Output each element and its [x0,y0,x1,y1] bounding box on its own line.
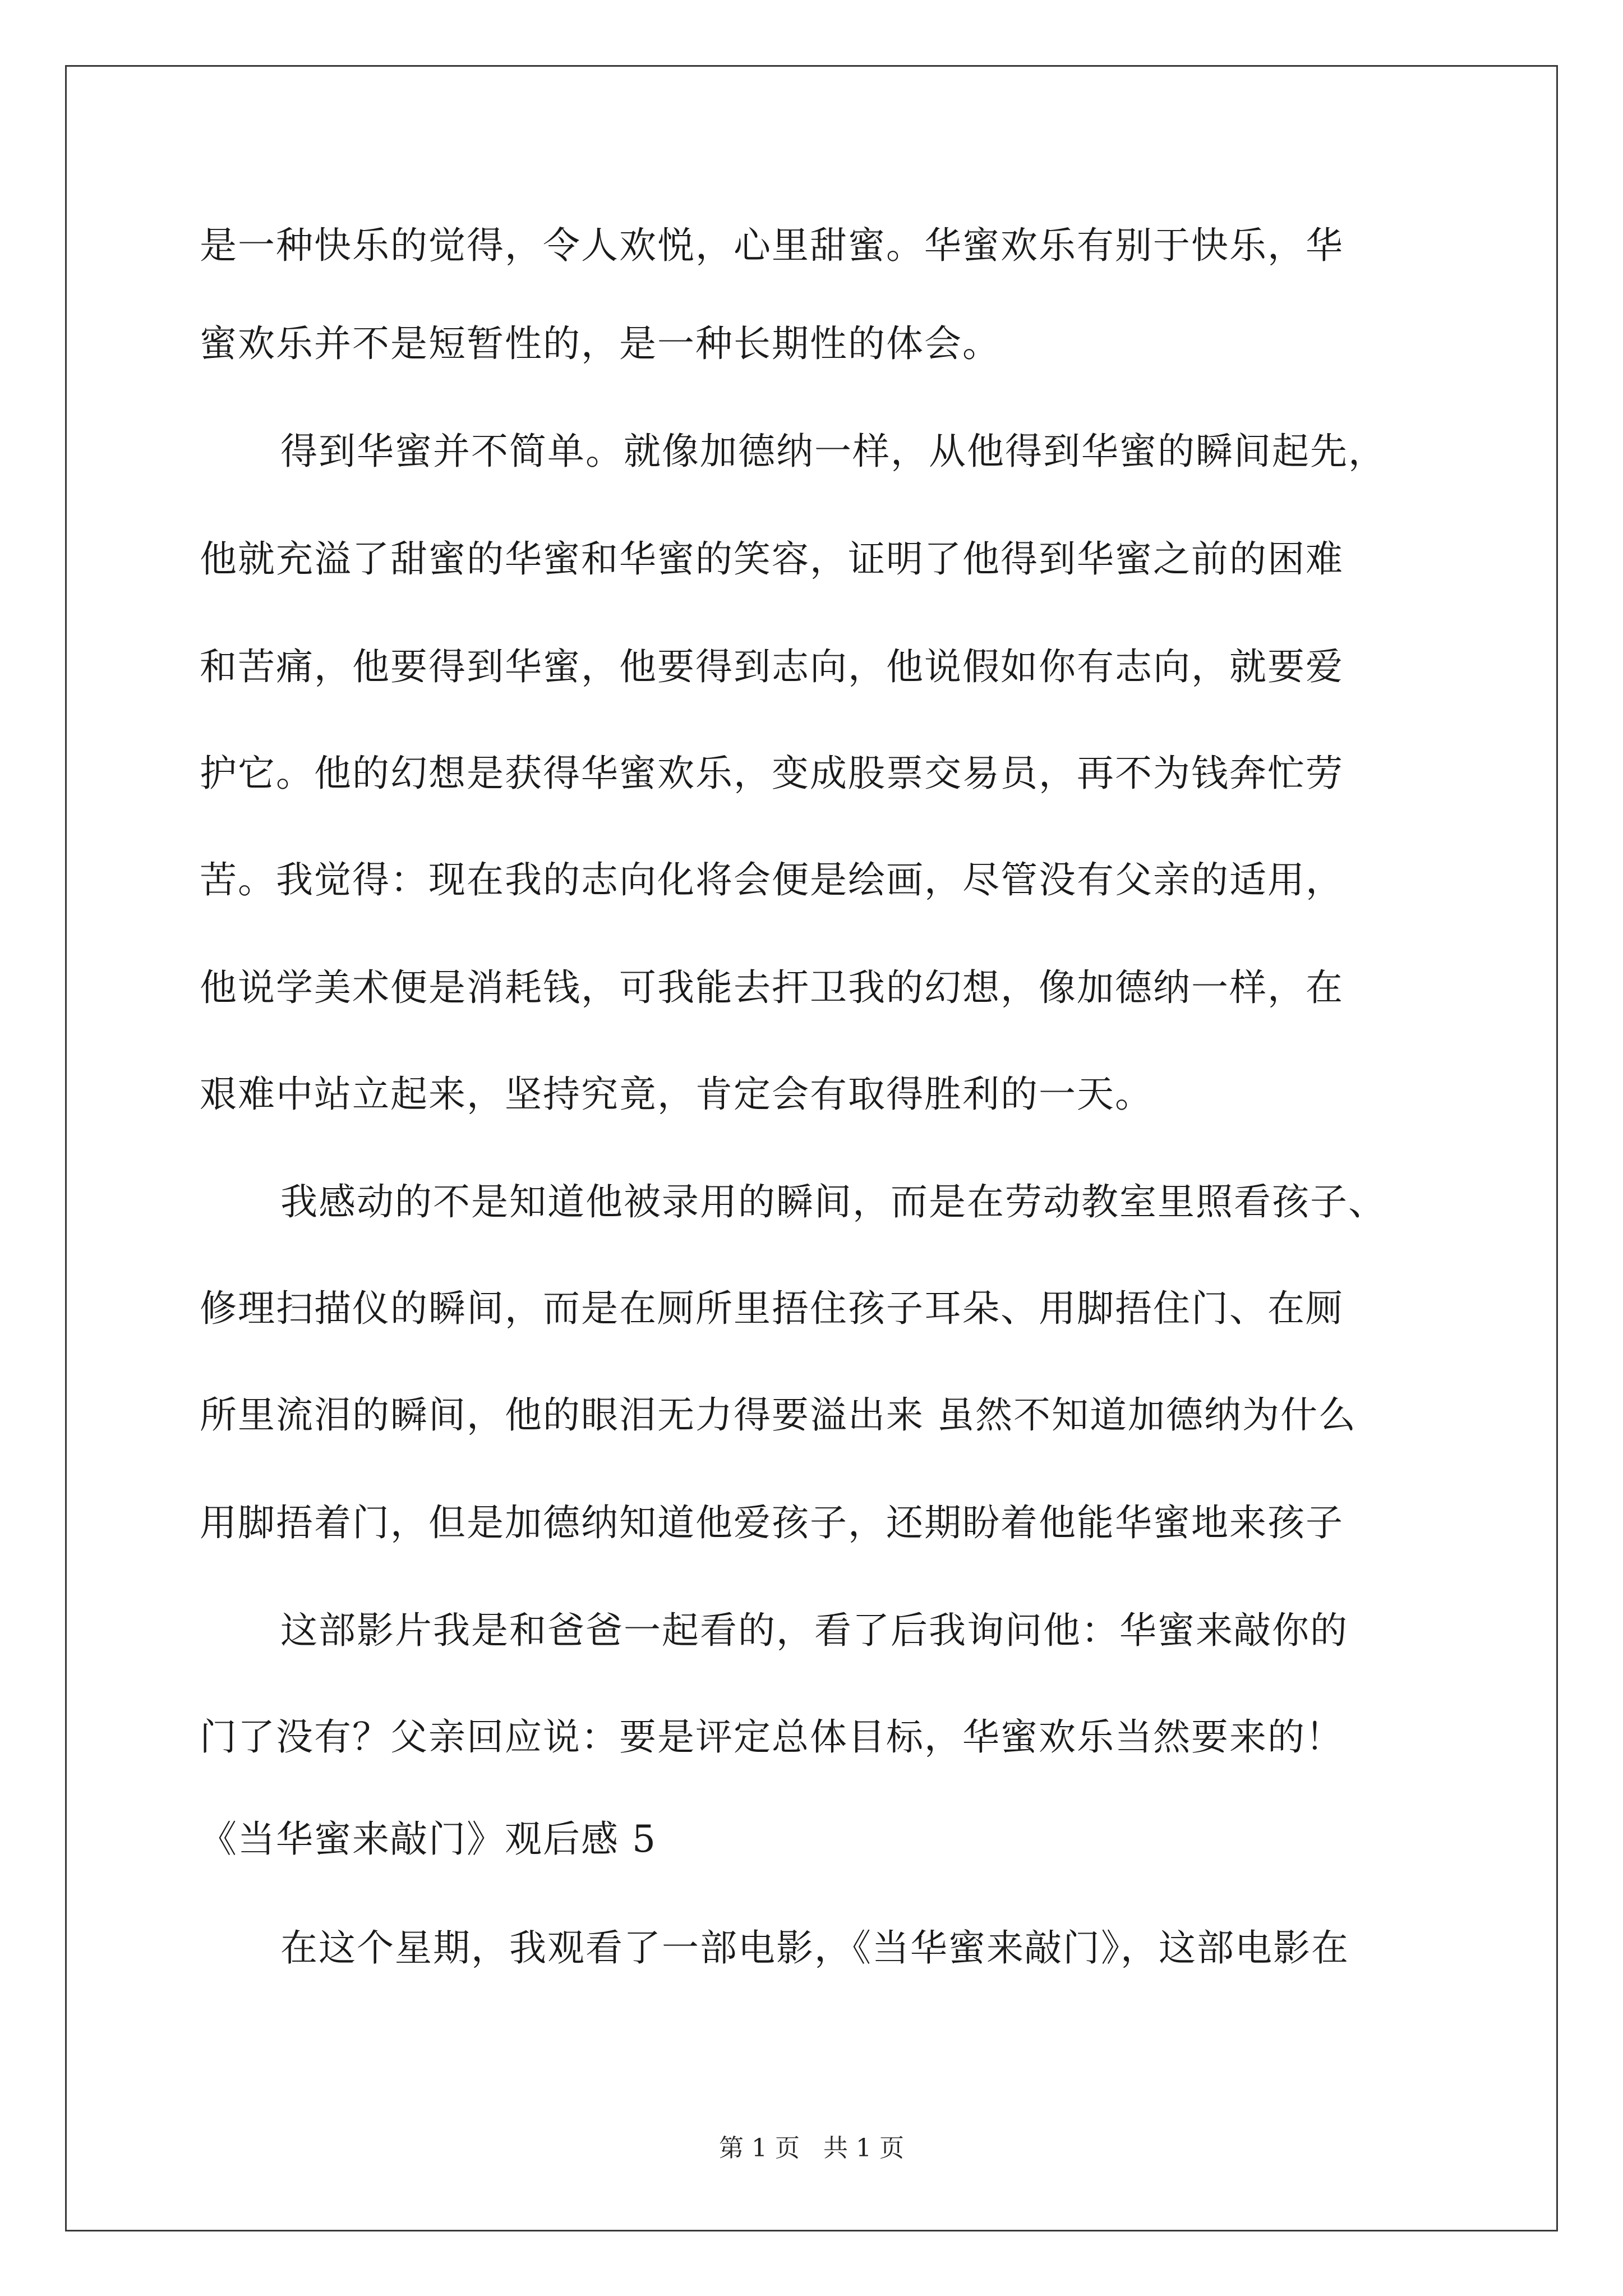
section-heading: 《当华蜜来敲门》观后感 5 [200,1818,657,1861]
page-footer [0,2132,1623,2165]
page-number: 第 1 页 [719,2134,800,2162]
page-border [65,65,1558,2231]
text-line: 他就充溢了甜蜜的华蜜和华蜜的笑容，证明了他得到华蜜之前的困难 [200,537,1344,581]
text-line: 他说学美术便是消耗钱，可我能去扞卫我的幻想，像加德纳一样，在 [200,966,1344,1009]
text-line: 苦。我觉得：现在我的志向化将会便是绘画，尽管没有父亲的适用， [200,858,1344,901]
text-line: 门了没有？父亲回应说：要是评定总体目标，华蜜欢乐当然要来的！ [200,1715,1344,1759]
text-line: 艰难中站立起来，坚持究竟，肯定会有取得胜利的一天。 [200,1073,1153,1116]
text-line: 我感动的不是知道他被录用的瞬间，而是在劳动教室里照看孩子、 [280,1180,1386,1223]
text-line: 所里流泪的瞬间，他的眼泪无力得要溢出来 虽然不知道加德纳为什么 [200,1393,1357,1437]
text-line: 蜜欢乐并不是短暂性的，是一种长期性的体会。 [200,322,1000,365]
text-line: 用脚捂着门，但是加德纳知道他爱孩子，还期盼着他能华蜜地来孩子 [200,1501,1344,1544]
text-line: 得到华蜜并不简单。就像加德纳一样，从他得到华蜜的瞬间起先， [280,430,1386,473]
text-line: 是一种快乐的觉得，令人欢悦，心里甜蜜。华蜜欢乐有别于快乐，华 [200,224,1344,267]
text-line: 在这个星期，我观看了一部电影，《当华蜜来敲门》，这部电影在 [280,1926,1349,1970]
text-line: 这部影片我是和爸爸一起看的，看了后我询问他：华蜜来敲你的 [280,1609,1348,1652]
text-line: 修理扫描仪的瞬间，而是在厕所里捂住孩子耳朵、用脚捂住门、在厕 [200,1287,1344,1330]
text-line: 和苦痛，他要得到华蜜，他要得到志向，他说假如你有志向，就要爱 [200,645,1344,688]
text-line: 护它。他的幻想是获得华蜜欢乐，变成股票交易员，再不为钱奔忙劳 [200,752,1344,795]
page-total: 共 1 页 [823,2134,904,2162]
